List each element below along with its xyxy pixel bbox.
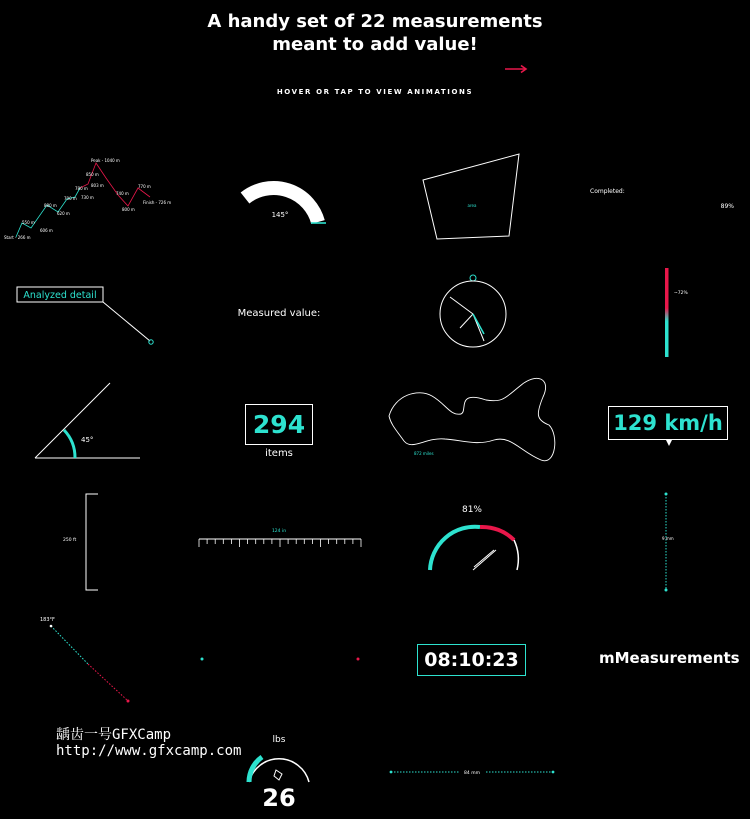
polygon-label: area	[467, 203, 477, 208]
subtitle: HOVER OR TAP TO VIEW ANIMATIONS	[276, 88, 474, 96]
speed-value: 129 km/h	[613, 411, 723, 435]
title-line-2: meant to add value!	[272, 34, 478, 55]
callout-label: Analyzed detail	[23, 290, 97, 301]
items-label: items	[265, 448, 293, 459]
hike-label-2: 606 m	[40, 228, 53, 233]
hike-label-7: 730 m	[81, 195, 94, 200]
elevation-route-widget[interactable]	[4, 158, 171, 240]
hike-label-1: 550 m	[22, 220, 35, 225]
items-value: 294	[252, 410, 306, 439]
arc-gauge-widget[interactable]	[245, 188, 326, 223]
items-counter-box[interactable]	[245, 404, 313, 445]
dimension-label: 84 mm	[464, 771, 480, 776]
timer-value: 08:10:23	[424, 649, 519, 671]
hike-label-9: 803 m	[91, 183, 104, 188]
hike-label-6: 780 m	[75, 186, 88, 191]
scale-widget[interactable]	[249, 735, 309, 782]
title-line-1: A handy set of 22 measurements	[207, 11, 543, 32]
measured-value-label: Measured value:	[237, 308, 321, 319]
scale-value: 26	[262, 784, 296, 812]
watermark-line-2: http://www.gfxcamp.com	[56, 743, 242, 759]
watermark-line-1: 龋齿一号GFXCamp	[56, 727, 172, 743]
hike-label-5: 700 m	[64, 196, 77, 201]
speed-callout-pointer	[666, 440, 672, 446]
callout-widget[interactable]	[17, 287, 153, 344]
hike-label-14: Finish - 726 m	[143, 200, 172, 205]
scale-unit: lbs	[272, 735, 286, 745]
progress-label: Completed:	[590, 188, 625, 195]
hike-label-3: 880 m	[44, 203, 57, 208]
vertical-meter-bar	[665, 268, 669, 357]
hike-label-4: 620 m	[57, 211, 70, 216]
speedometer-widget[interactable]	[430, 505, 518, 570]
arrow-right-icon[interactable]	[505, 66, 526, 73]
hike-label-10: Peak - 1040 m	[91, 158, 120, 163]
vertical-line-label: 9 mm	[662, 536, 674, 541]
horizontal-line-widget[interactable]	[201, 658, 360, 661]
dimension-line-widget[interactable]	[390, 770, 555, 776]
timer-box[interactable]	[417, 644, 526, 676]
hike-label-0: Start - 266 m	[4, 235, 31, 240]
hike-label-12: 800 m	[122, 207, 135, 212]
ruler-label: 124 in	[271, 529, 287, 534]
vertical-meter-widget[interactable]	[665, 268, 688, 357]
watermark	[56, 727, 241, 759]
ruler-widget[interactable]	[199, 528, 361, 547]
path-label: 872 miles	[414, 451, 434, 456]
path-distance-widget[interactable]	[389, 378, 555, 460]
progress-value: 89%	[720, 203, 734, 210]
vertical-meter-value: ~72%	[674, 291, 688, 296]
polygon-area-widget[interactable]	[423, 154, 519, 239]
speed-callout-box[interactable]	[608, 406, 728, 440]
angle-widget[interactable]	[35, 383, 140, 458]
speedometer-value: 81%	[461, 505, 483, 515]
diagonal-temperature-widget[interactable]	[40, 617, 130, 703]
logo-text: mMeasurements	[599, 649, 740, 667]
progress-widget[interactable]	[590, 188, 736, 210]
arc-gauge-value: 145°	[271, 211, 289, 219]
bracket-label: 250 ft	[63, 538, 77, 543]
diagonal-label: 183°F	[40, 617, 55, 623]
angle-value: 45°	[81, 436, 94, 444]
hike-label-13: 770 m	[138, 184, 151, 189]
hike-label-8: 850 m	[86, 172, 99, 177]
clock-widget[interactable]	[440, 275, 506, 347]
bracket-widget[interactable]	[63, 494, 98, 590]
ruler-ticks	[199, 539, 361, 547]
hike-label-11: 740 m	[116, 191, 129, 196]
vertical-line-widget[interactable]	[662, 493, 674, 592]
